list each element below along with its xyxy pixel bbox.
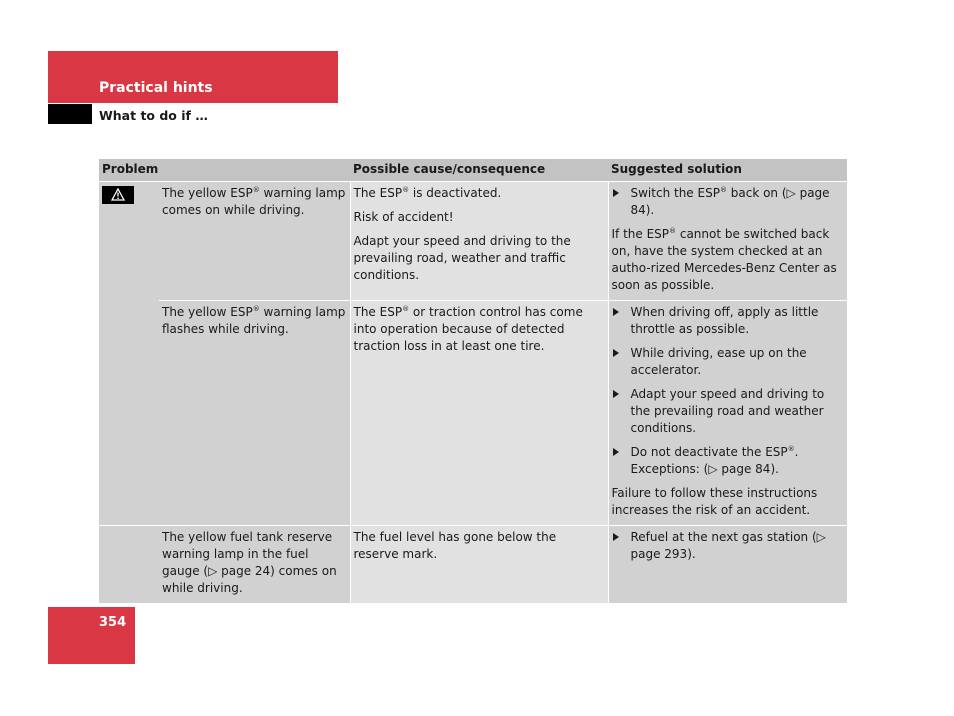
solution-cell: [608, 526, 847, 604]
solution-note: Failure to follow these instructions increases the risk of an accident.: [611, 486, 818, 517]
solution-step: While driving, ease up on the accelerator.: [612, 345, 845, 379]
troubleshooting-table: [99, 159, 847, 603]
table-row: [99, 182, 847, 301]
column-header-solution: Suggested solution: [608, 159, 847, 182]
problem-text: The yellow ESP® warning lamp comes on while driving.: [162, 186, 346, 217]
column-header-problem: Problem: [99, 159, 350, 182]
solution-step: When driving off, apply as little throttle as possible.: [612, 304, 845, 338]
table-row: [99, 301, 847, 526]
bullet-arrow-icon: [613, 390, 619, 398]
cause-text: The ESP® or traction control has come into operation because of detected traction loss in at least one tire.: [353, 305, 583, 353]
solution-cell: [608, 301, 847, 526]
section-title: Practical hints: [99, 80, 213, 96]
bullet-arrow-icon: [613, 533, 619, 541]
bullet-arrow-icon: [613, 308, 619, 316]
solution-step: Do not deactivate the ESP®. Exceptions: (▷ page 84).: [612, 444, 845, 478]
problem-icon-cell: [99, 526, 159, 604]
cause-advice-text: Adapt your speed and driving to the prevailing road, weather and traffic conditions.: [353, 234, 571, 282]
problem-text: The yellow ESP® warning lamp flashes while driving.: [162, 305, 346, 336]
cause-cell: [350, 182, 608, 301]
subtitle-marker: [48, 104, 92, 124]
cause-cell: [350, 301, 608, 526]
cause-cell: The fuel level has gone below the reserve mark.: [350, 526, 608, 604]
bullet-arrow-icon: [613, 448, 619, 456]
warning-triangle-icon: [102, 186, 134, 204]
solution-note: If the ESP® cannot be switched back on, have the system checked at an autho-rized Mercedes-Benz Center as soon as possible.: [611, 227, 837, 292]
page-number: 354: [99, 615, 127, 630]
solution-step: Adapt your speed and driving to the prevailing road and weather conditions.: [612, 386, 845, 437]
solution-step: Refuel at the next gas station (▷ page 293).: [612, 529, 845, 563]
solution-step: Switch the ESP® back on (▷ page 84).: [612, 185, 845, 219]
problem-cell: [159, 301, 350, 526]
table-row: [99, 526, 847, 604]
cause-text: The ESP® is deactivated.: [353, 186, 502, 200]
solution-cell: [608, 182, 847, 301]
problem-cell: The yellow fuel tank reserve warning lamp in the fuel gauge (▷ page 24) comes on while driving.: [159, 526, 350, 604]
problem-cell: [159, 182, 350, 301]
problem-icon-cell: [99, 182, 159, 526]
table-header-row: [99, 159, 847, 182]
bullet-arrow-icon: [613, 349, 619, 357]
page-subtitle: What to do if …: [99, 108, 208, 123]
column-header-cause: Possible cause/consequence: [350, 159, 608, 182]
cause-warning-text: Risk of accident!: [353, 210, 454, 224]
bullet-arrow-icon: [613, 189, 619, 197]
